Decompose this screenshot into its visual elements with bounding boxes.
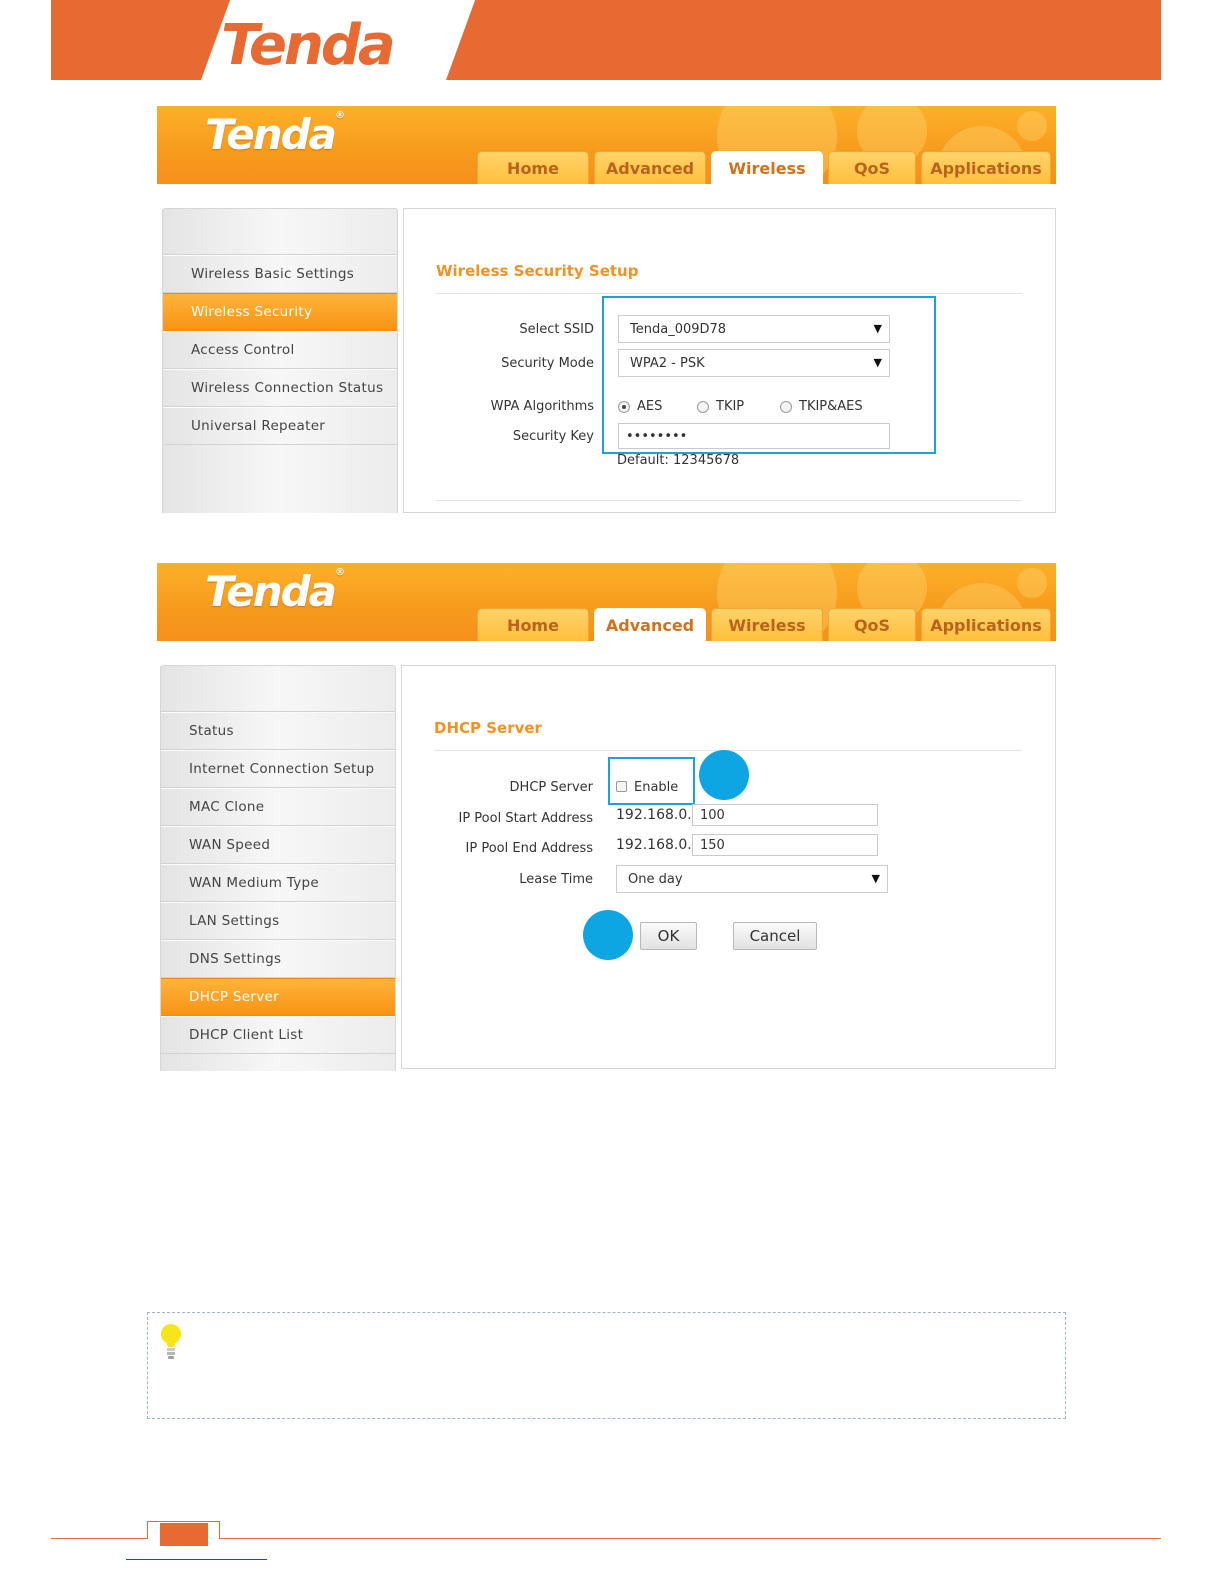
tab-qos[interactable]: QoS [828,151,916,184]
footer-page-marker [160,1523,208,1546]
main-tabs [477,608,1051,641]
chevron-down-icon: ▼ [873,356,882,369]
main-tabs [477,151,1051,184]
sidebar-item-status[interactable]: Status [161,712,395,750]
select-ssid-label: Select SSID [519,322,594,337]
content-area [401,665,1056,1069]
sidebar-item-wan-speed[interactable]: WAN Speed [161,826,395,864]
chevron-down-icon: ▼ [871,872,880,885]
sidebar-item-lan-settings[interactable]: LAN Settings [161,902,395,940]
tip-box [147,1312,1066,1419]
router-logo: Tenda® [205,567,344,616]
tab-home[interactable]: Home [477,608,589,641]
ok-button[interactable]: OK [640,922,697,950]
tab-home[interactable]: Home [477,151,589,184]
tenda-logo: Tenda [221,13,393,78]
radio-tkip[interactable]: TKIP [697,399,744,414]
bottom-divider [436,500,1022,501]
page-header-banner [51,0,1161,80]
dhcp-server-label: DHCP Server [509,780,593,795]
sidebar-item-universal-repeater[interactable]: Universal Repeater [163,407,397,445]
ip-pool-start-input[interactable]: 100 [692,804,878,826]
wpa-algorithms-label: WPA Algorithms [490,399,594,414]
radio-aes[interactable]: AES [618,399,662,414]
ip-pool-start-label: IP Pool Start Address [458,811,593,826]
security-mode-value: WPA2 - PSK [630,355,705,371]
lightbulb-icon [160,1323,182,1361]
tab-qos[interactable]: QoS [828,608,916,641]
tab-applications[interactable]: Applications [921,608,1051,641]
cancel-button[interactable]: Cancel [733,922,817,950]
chevron-down-icon: ▼ [873,322,882,335]
security-key-input[interactable]: •••••••• [618,423,890,449]
sidebar-item-dhcp-client-list[interactable]: DHCP Client List [161,1016,395,1054]
content-area [403,208,1056,513]
title-divider [436,293,1022,294]
page-title: Wireless Security Setup [436,262,639,280]
ip-pool-start-prefix: 192.168.0. [616,807,692,823]
tab-advanced[interactable]: Advanced [594,151,706,184]
sidebar-item-mac-clone[interactable]: MAC Clone [161,788,395,826]
security-mode-label: Security Mode [501,356,594,371]
router-logo: Tenda® [205,110,344,159]
lease-time-label: Lease Time [519,872,593,887]
step-marker-1 [699,750,749,800]
sidebar-item-internet-connection-setup[interactable]: Internet Connection Setup [161,750,395,788]
ip-pool-end-prefix: 192.168.0. [616,837,692,853]
tab-applications[interactable]: Applications [921,151,1051,184]
router-panel-dhcp-server [157,563,1056,1071]
sidebar-item-dhcp-server[interactable]: DHCP Server [161,978,395,1016]
highlight-box [602,296,936,454]
highlight-box [608,757,695,805]
security-key-hint: Default: 12345678 [617,453,740,468]
enable-checkbox[interactable]: Enable [616,780,678,795]
tab-wireless[interactable]: Wireless [711,608,823,641]
select-ssid-value: Tenda_009D78 [630,321,727,337]
router-header [157,563,1056,641]
page-title: DHCP Server [434,719,542,737]
ip-pool-end-input[interactable]: 150 [692,834,878,856]
sidebar-item-wan-medium-type[interactable]: WAN Medium Type [161,864,395,902]
step-marker-2 [583,910,633,960]
sidebar-menu [162,208,398,513]
sidebar-item-wireless-connection-status[interactable]: Wireless Connection Status [163,369,397,407]
footer-link-underline [126,1559,267,1560]
sidebar-item-access-control[interactable]: Access Control [163,331,397,369]
sidebar-item-dns-settings[interactable]: DNS Settings [161,940,395,978]
security-key-label: Security Key [512,429,594,444]
sidebar-item-wireless-basic-settings[interactable]: Wireless Basic Settings [163,255,397,293]
tab-advanced[interactable]: Advanced [594,608,706,641]
router-header [157,106,1056,184]
sidebar-menu [160,665,396,1071]
sidebar-item-wireless-security[interactable]: Wireless Security [163,293,397,331]
router-panel-wireless-security [157,106,1056,513]
radio-tkip-aes[interactable]: TKIP&AES [780,399,863,414]
ip-pool-end-label: IP Pool End Address [465,841,593,856]
lease-time-value: One day [628,871,683,887]
lease-time-dropdown[interactable] [616,865,888,893]
tab-wireless[interactable]: Wireless [711,151,823,184]
